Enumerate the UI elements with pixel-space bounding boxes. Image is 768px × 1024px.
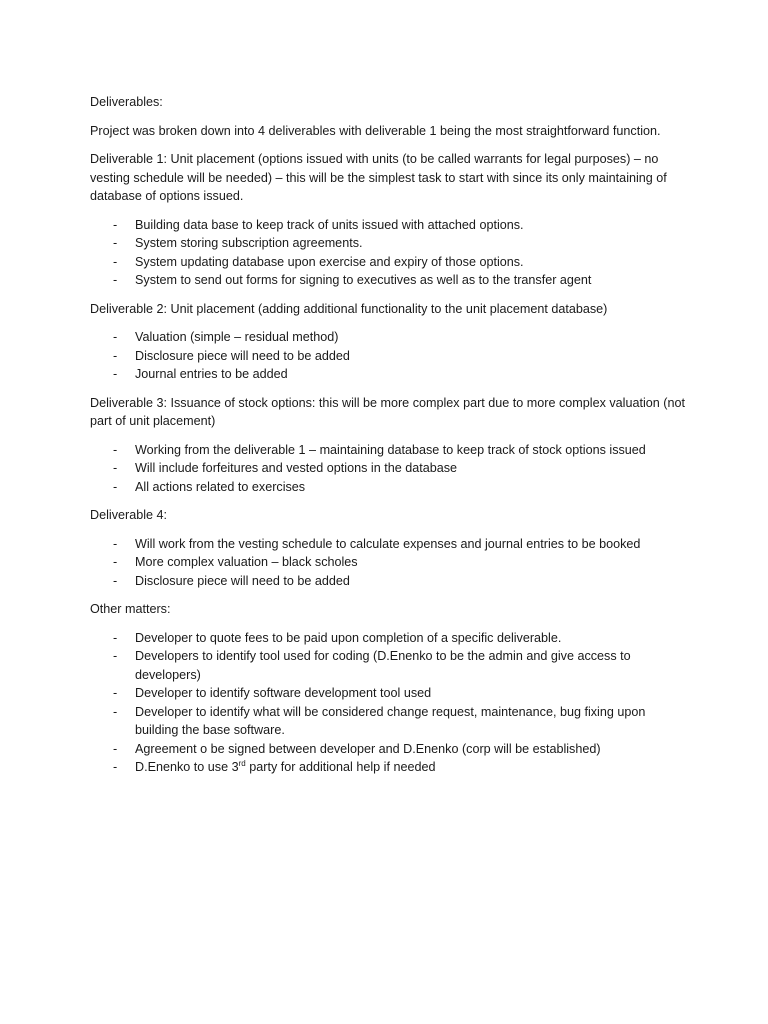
list-item: - Journal entries to be added [90, 365, 690, 384]
list-item: - Developer to identify software development tool used [90, 684, 690, 703]
list-item: - Building data base to keep track of units issued with attached options. [90, 216, 690, 235]
last-item-before: D.Enenko to use 3 [135, 760, 239, 774]
dash-bullet: - [113, 461, 118, 475]
deliverable-2-paragraph: Deliverable 2: Unit placement (adding additional functionality to the unit placement database) [90, 301, 608, 316]
dash-bullet: - [113, 649, 118, 663]
list-item: - Developer to identify what will be considered change request, maintenance, bug fixing upon building the base software. [113, 704, 646, 737]
heading-deliverables: Deliverables: [90, 95, 163, 109]
list-item: - System updating database upon exercise and expiry of those options. [90, 253, 690, 272]
list-item: - Valuation (simple – residual method) [90, 328, 690, 347]
deliverable-4-paragraph: Deliverable 4: [90, 508, 168, 522]
list-item: - Working from the deliverable 1 – maintaining database to keep track of stock options issued [90, 441, 690, 460]
dash-bullet: - [113, 536, 118, 551]
dash-bullet: - [113, 254, 118, 269]
dash-bullet: - [113, 442, 118, 457]
dash-bullet: - [113, 686, 118, 700]
dash-bullet: - [113, 273, 118, 287]
deliverable-3-list [90, 441, 690, 497]
dash-bullet: - [113, 760, 118, 774]
list-item: - Disclosure piece will need to be added [90, 572, 690, 591]
list-item: - System to send out forms for signing to executives as well as to the transfer agent [90, 271, 690, 290]
ordinal-superscript: rd [238, 758, 246, 768]
document-body [90, 93, 690, 787]
dash-bullet: - [113, 555, 118, 569]
list-item: - More complex valuation – black scholes [90, 553, 690, 572]
deliverable-4-list [90, 535, 690, 591]
list-item: - Developers to identify tool used for coding (D.Enenko to be the admin and give access to developers) [113, 649, 631, 682]
deliverable-1-paragraph: Deliverable 1: Unit placement (options issued with units (to be called warrants for legal purposes) – no vesting schedule will be needed) – this will be the simplest task to start with since its only maintaining of database of options issued. [90, 152, 667, 203]
dash-bullet: - [113, 236, 118, 250]
list-item: - Developer to quote fees to be paid upon completion of a specific deliverable. [90, 629, 690, 648]
dash-bullet: - [113, 630, 118, 645]
deliverable-1-list [90, 216, 690, 290]
list-item: - Disclosure piece will need to be added [90, 347, 690, 366]
dash-bullet: - [113, 367, 118, 381]
list-item: - Will include forfeitures and vested options in the database [90, 459, 690, 478]
list-item: - System storing subscription agreements. [90, 234, 690, 253]
dash-bullet: - [113, 217, 118, 232]
list-item: - All actions related to exercises [90, 478, 690, 497]
deliverable-3-paragraph: Deliverable 3: Issuance of stock options: this will be more complex part due to more complex valuation (not part of unit placement) [90, 395, 685, 428]
other-matters-list [90, 629, 690, 777]
dash-bullet: - [113, 704, 118, 719]
intro-paragraph: Project was broken down into 4 deliverables with deliverable 1 being the most straightforward function. [90, 123, 661, 138]
dash-bullet: - [113, 348, 118, 363]
deliverable-2-list [90, 328, 690, 384]
list-item [90, 758, 690, 777]
dash-bullet: - [113, 330, 118, 344]
last-item-after: party for additional help if needed [245, 760, 436, 774]
dash-bullet: - [113, 741, 118, 756]
list-item: - Agreement o be signed between developer and D.Enenko (corp will be established) [90, 740, 690, 759]
dash-bullet: - [113, 479, 118, 494]
other-matters-paragraph: Other matters: [90, 602, 171, 616]
dash-bullet: - [113, 573, 118, 588]
list-item: - Will work from the vesting schedule to calculate expenses and journal entries to be booked [90, 535, 690, 554]
